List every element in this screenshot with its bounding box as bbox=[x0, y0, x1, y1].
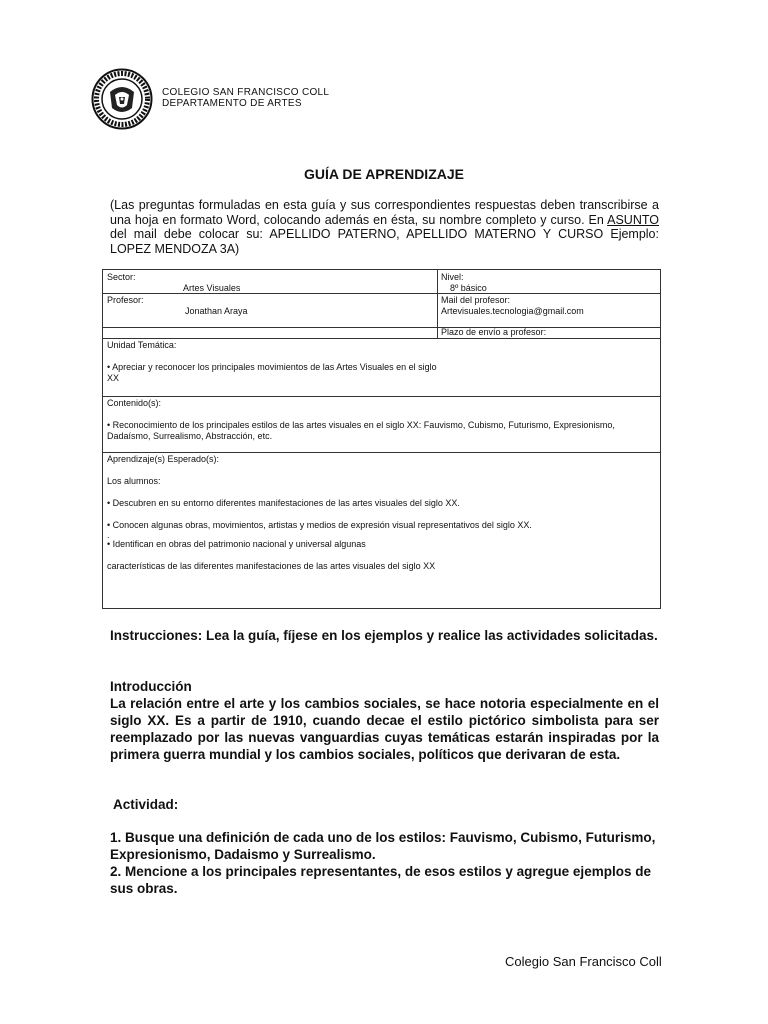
aprendizaje-item: • Descubren en su entorno diferentes manifestaciones de las artes visuales del siglo XX. bbox=[107, 498, 460, 508]
sector-label: Sector: bbox=[107, 272, 136, 282]
note-part1: (Las preguntas formuladas en esta guía y sus correspondientes respuestas deben transcribirse a una hoja en formato Word, colocando además en ésta, su nombre completo y curso. En bbox=[110, 198, 659, 227]
contenido-label: Contenido(s): bbox=[107, 398, 162, 408]
profesor-cell bbox=[103, 293, 437, 327]
contenido-cell bbox=[103, 396, 662, 452]
profesor-label: Profesor: bbox=[107, 295, 144, 305]
activity-heading: Actividad: bbox=[113, 797, 179, 812]
nivel-label: Nivel: bbox=[441, 272, 464, 282]
aprendizaje-label: Aprendizaje(s) Esperado(s): bbox=[107, 454, 220, 464]
intro-heading: Introducción bbox=[110, 679, 192, 694]
mail-label: Mail del profesor: bbox=[441, 295, 511, 305]
aprendizaje-item: . bbox=[107, 530, 110, 540]
info-table bbox=[102, 269, 661, 609]
aprendizaje-item: • Conocen algunas obras, movimientos, artistas y medios de expresión visual representativos del siglo XX. bbox=[107, 520, 532, 530]
profesor-value: Jonathan Araya bbox=[185, 306, 248, 316]
school-header bbox=[162, 87, 329, 109]
note-asunto: ASUNTO bbox=[607, 212, 659, 227]
contenido-value: • Reconocimiento de los principales estilos de las artes visuales en el siglo XX: Fauvismo, Cubismo, Futurismo, Expresionismo, Dadaísmo, Surrealismo, Abstracción, etc. bbox=[107, 420, 615, 441]
sector-cell bbox=[103, 270, 437, 293]
footer-school-name: Colegio San Francisco Coll bbox=[505, 954, 662, 969]
unidad-value: • Apreciar y reconocer los principales movimientos de las Artes Visuales en el siglo XX bbox=[107, 362, 437, 383]
alumnos-label: Los alumnos: bbox=[107, 476, 161, 486]
unidad-label: Unidad Temática: bbox=[107, 340, 177, 350]
school-name: COLEGIO SAN FRANCISCO COLL bbox=[162, 87, 330, 98]
activity-item-1: 1. Busque una definición de cada uno de los estilos: Fauvismo, Cubismo, Futurismo, Expresionismo, Dadaismo y Surrealismo. bbox=[110, 830, 656, 862]
department-name: DEPARTAMENTO DE ARTES bbox=[162, 98, 302, 109]
sector-value: Artes Visuales bbox=[183, 283, 241, 293]
intro-text: La relación entre el arte y los cambios sociales, se hace notoria especialmente en el siglo XX. Es a partir de 1910, cuando decae el estilo pictórico simbolista para ser reemplazado por las nuevas vanguardias cuyas temáticas estarán inspiradas por la primera guerra mundial y los cambios sociales, políticos que derivaran de esta. bbox=[110, 696, 659, 762]
note-part2: del mail debe colocar su: APELLIDO PATERNO, APELLIDO MATERNO Y CURSO Ejemplo: LOPEZ MENDOZA 3A) bbox=[110, 227, 659, 256]
nivel-cell bbox=[437, 270, 662, 293]
instructions-text: Instrucciones: Lea la guía, fíjese en los ejemplos y realice las actividades solicitadas. bbox=[110, 628, 658, 643]
nivel-value: 8º básico bbox=[450, 283, 487, 293]
school-seal-logo bbox=[91, 68, 153, 130]
plazo-cell bbox=[437, 327, 662, 338]
aprendizaje-cell bbox=[103, 452, 662, 608]
aprendizaje-item: • Identifican en obras del patrimonio nacional y universal algunas bbox=[107, 539, 366, 549]
aprendizaje-item: características de las diferentes manifestaciones de las artes visuales del siglo XX bbox=[107, 561, 436, 571]
activity-item-2: 2. Mencione a los principales representantes, de esos estilos y agregue ejemplos de sus obras. bbox=[110, 864, 651, 896]
mail-cell bbox=[437, 293, 662, 327]
plazo-label: Plazo de envío a profesor: bbox=[441, 327, 547, 337]
instructions-note bbox=[110, 198, 659, 256]
page-title: GUÍA DE APRENDIZAJE bbox=[304, 166, 464, 182]
unidad-cell bbox=[103, 338, 662, 396]
mail-value: Artevisuales.tecnologia@gmail.com bbox=[441, 306, 584, 316]
